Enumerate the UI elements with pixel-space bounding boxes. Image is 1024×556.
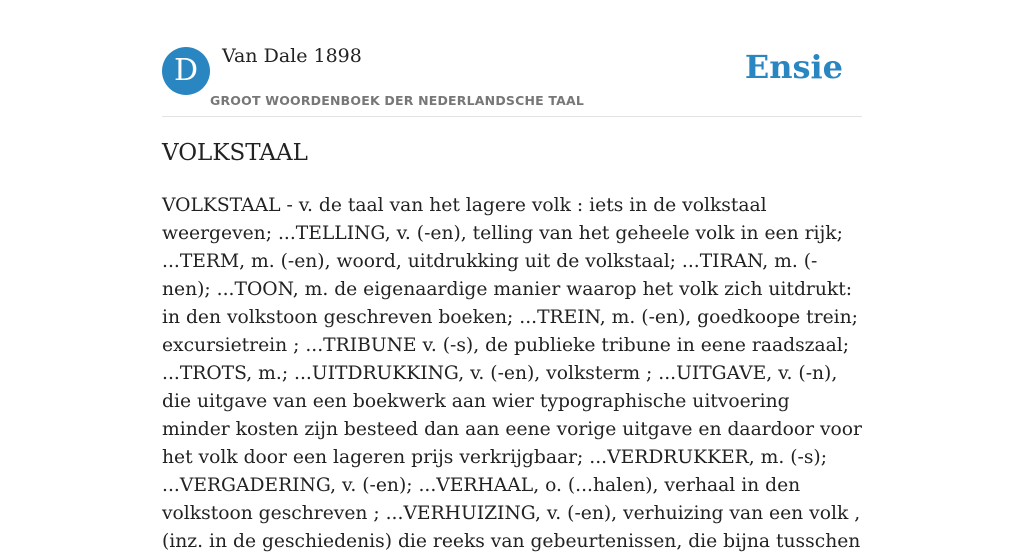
ensie-logo[interactable]: Ensie: [744, 48, 843, 86]
dictionary-avatar[interactable]: D: [162, 47, 210, 95]
dictionary-title[interactable]: Van Dale 1898: [222, 45, 362, 67]
dictionary-subtitle: GROOT WOORDENBOEK DER NEDERLANDSCHE TAAL: [210, 93, 585, 108]
entry-headword: VOLKSTAAL: [162, 140, 308, 166]
entry-definition: VOLKSTAAL - v. de taal van het lagere volk : iets in de volkstaal weergeven; ...TELLING, v. (-en), telling van het geheele volk in een rijk; ...TERM, m. (-en), woord, uitdrukking uit de volkstaal; ...TIRAN, m. (-nen); ...TOON, m. de eigenaardige manier waarop het volk zich uitdrukt: in den volkstoon geschreven boeken; ...TREIN, m. (-en), goedkoope trein; excursietrein ; ...TRIBUNE v. (-s), de publieke tribune in eene raadszaal; ...TROTS, m.; ...UITDRUKKING, v. (-en), volksterm ; ...UITGAVE, v. (-n), die uitgave van een boekwerk aan wier typographische uitvoering minder kosten zijn besteed dan aan eene vorige uitgave en daardoor voor het volk door een lageren prijs verkrijgbaar; ...VERDRUKKER, m. (-s); ...VERGADERING, v. (-en); ...VERHAAL, o. (...halen), verhaal in den volkstoon geschreven ; ...VERHUIZING, v. (-en), verhuizing van een volk , (inz. in de geschiedenis) die reeks van gebeurtenissen, die bijna tusschen: [162, 195, 862, 552]
site-header: [162, 0, 862, 117]
